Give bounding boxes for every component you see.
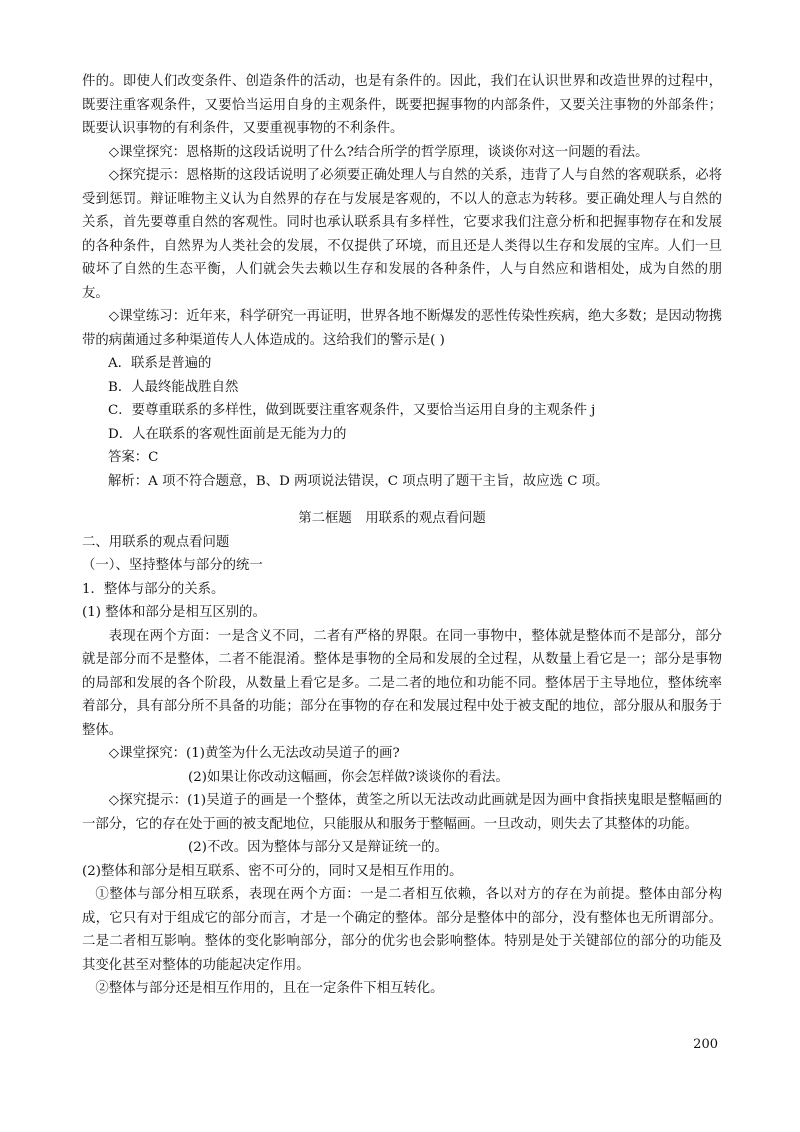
option-b: B．人最终能战胜自然 [108, 379, 239, 395]
inquiry-tip: ◇探究提示：恩格斯的这段话说明了必须要正确处理人与自然的关系，违背了人与自然的客观联系，必将受到惩罚。辩证唯物主义认为自然界的存在与发展是客观的，不以人的意志为转移。要正确处理人与自然的关系，首先要尊重自然的客观性。同时也承认联系具有多样性，它要求我们注意分析和把握事物存在和发展的各种条件，自然界为人类社会的发展，不仅提供了环境，而且还是人类得以生存和发展的宝库。人们一旦破坏了自然的生态平衡，人们就会失去赖以生存和发展的各种条件，人与自然应和谐相处，成为自然的朋友。 [82, 168, 722, 301]
document-page [82, 70, 722, 1001]
paragraph-conditions: 件的。即使人们改变条件、创造条件的活动，也是有条件的。因此，我们在认识世界和改造世界的过程中，既要注重客观条件，又要恰当运用自身的主观条件，既要把握事物的内部条件，又要关注事物的外部条件；既要认识事物的有利条件，又要重视事物的不利条件。 [82, 74, 722, 136]
heading-4: (1) 整体和部分是相互区别的。 [82, 605, 266, 620]
heading-1: 二、用联系的观点看问题 [82, 534, 230, 550]
inquiry-tip-1: ◇探究提示：(1)吴道子的画是一个整体，黄筌之所以无法改动此画就是因为画中食指挟鬼眼是整幅画的一部分，它的存在处于画的被支配地位，只能服从和服务于整幅画。一旦改动，则失去了其整体的功能。 [82, 793, 722, 832]
class-inquiry-2: (2)如果让你改动这幅画，你会怎样做?谈谈你的看法。 [188, 769, 509, 785]
class-exercise: ◇课堂练习：近年来，科学研究一再证明，世界各地不断爆发的恶性传染性疾病，绝大多数；是因动物携带的病菌通过多种渠道传人人体造成的。这给我们的警示是( ) [82, 309, 722, 348]
paragraph-interaction: ②整体与部分还是相互作用的，且在一定条件下相互转化。 [95, 981, 444, 996]
option-a: A．联系是普遍的 [108, 356, 212, 371]
heading-5: (2)整体和部分是相互联系、密不可分的，同时又是相互作用的。 [82, 863, 463, 879]
class-inquiry-1: ◇课堂探究：(1)黄筌为什么无法改动吴道子的画? [108, 746, 400, 761]
paragraph-difference: 表现在两个方面：一是含义不同，二者有严格的界限。在同一事物中，整体就是整体而不是部分，部分就是部分而不是整体，二者不能混淆。整体是事物的全局和发展的全过程，从数量上看它是一；部分是事物的局部和发展的各个阶段，从数量上看它是多。二是二者的地位和功能不同。整体居于主导地位，整体统率着部分，具有部分所不具备的功能；部分在事物的存在和发展过程中处于被支配的地位，部分服从和服务于整体。 [82, 628, 722, 738]
analysis: 解析：A 项不符合题意，B、D 两项说法错误，C 项点明了题干主旨，故应选 C 项。 [108, 473, 609, 489]
paragraph-connection: ①整体与部分相互联系，表现在两个方面：一是二者相互依赖，各以对方的存在为前提。整体由部分构成，它只有对于组成它的部分而言，才是一个确定的整体。部分是整体中的部分，没有整体也无所谓部分。二是二者相互影响。整体的变化影响部分，部分的优劣也会影响整体。特别是处于关键部位的部分的功能及其变化甚至对整体的功能起决定作用。 [82, 887, 722, 973]
heading-2: （一）、坚持整体与部分的统一 [82, 558, 263, 573]
class-inquiry: ◇课堂探究：恩格斯的这段话说明了什么?结合所学的哲学原理，谈谈你对这一问题的看法。 [108, 144, 649, 160]
answer: 答案：C [108, 450, 159, 465]
option-c: C．要尊重联系的多样性，做到既要注重客观条件，又要恰当运用自身的主观条件 j [108, 403, 596, 418]
heading-3: 1．整体与部分的关系。 [82, 581, 225, 597]
option-d: D．人在联系的客观性面前是无能为力的 [108, 426, 347, 442]
page-number: 200 [693, 1037, 718, 1052]
section-title: 第二框题 用联系的观点看问题 [298, 511, 486, 526]
inquiry-tip-2: (2)不改。因为整体与部分又是辩证统一的。 [188, 840, 448, 855]
